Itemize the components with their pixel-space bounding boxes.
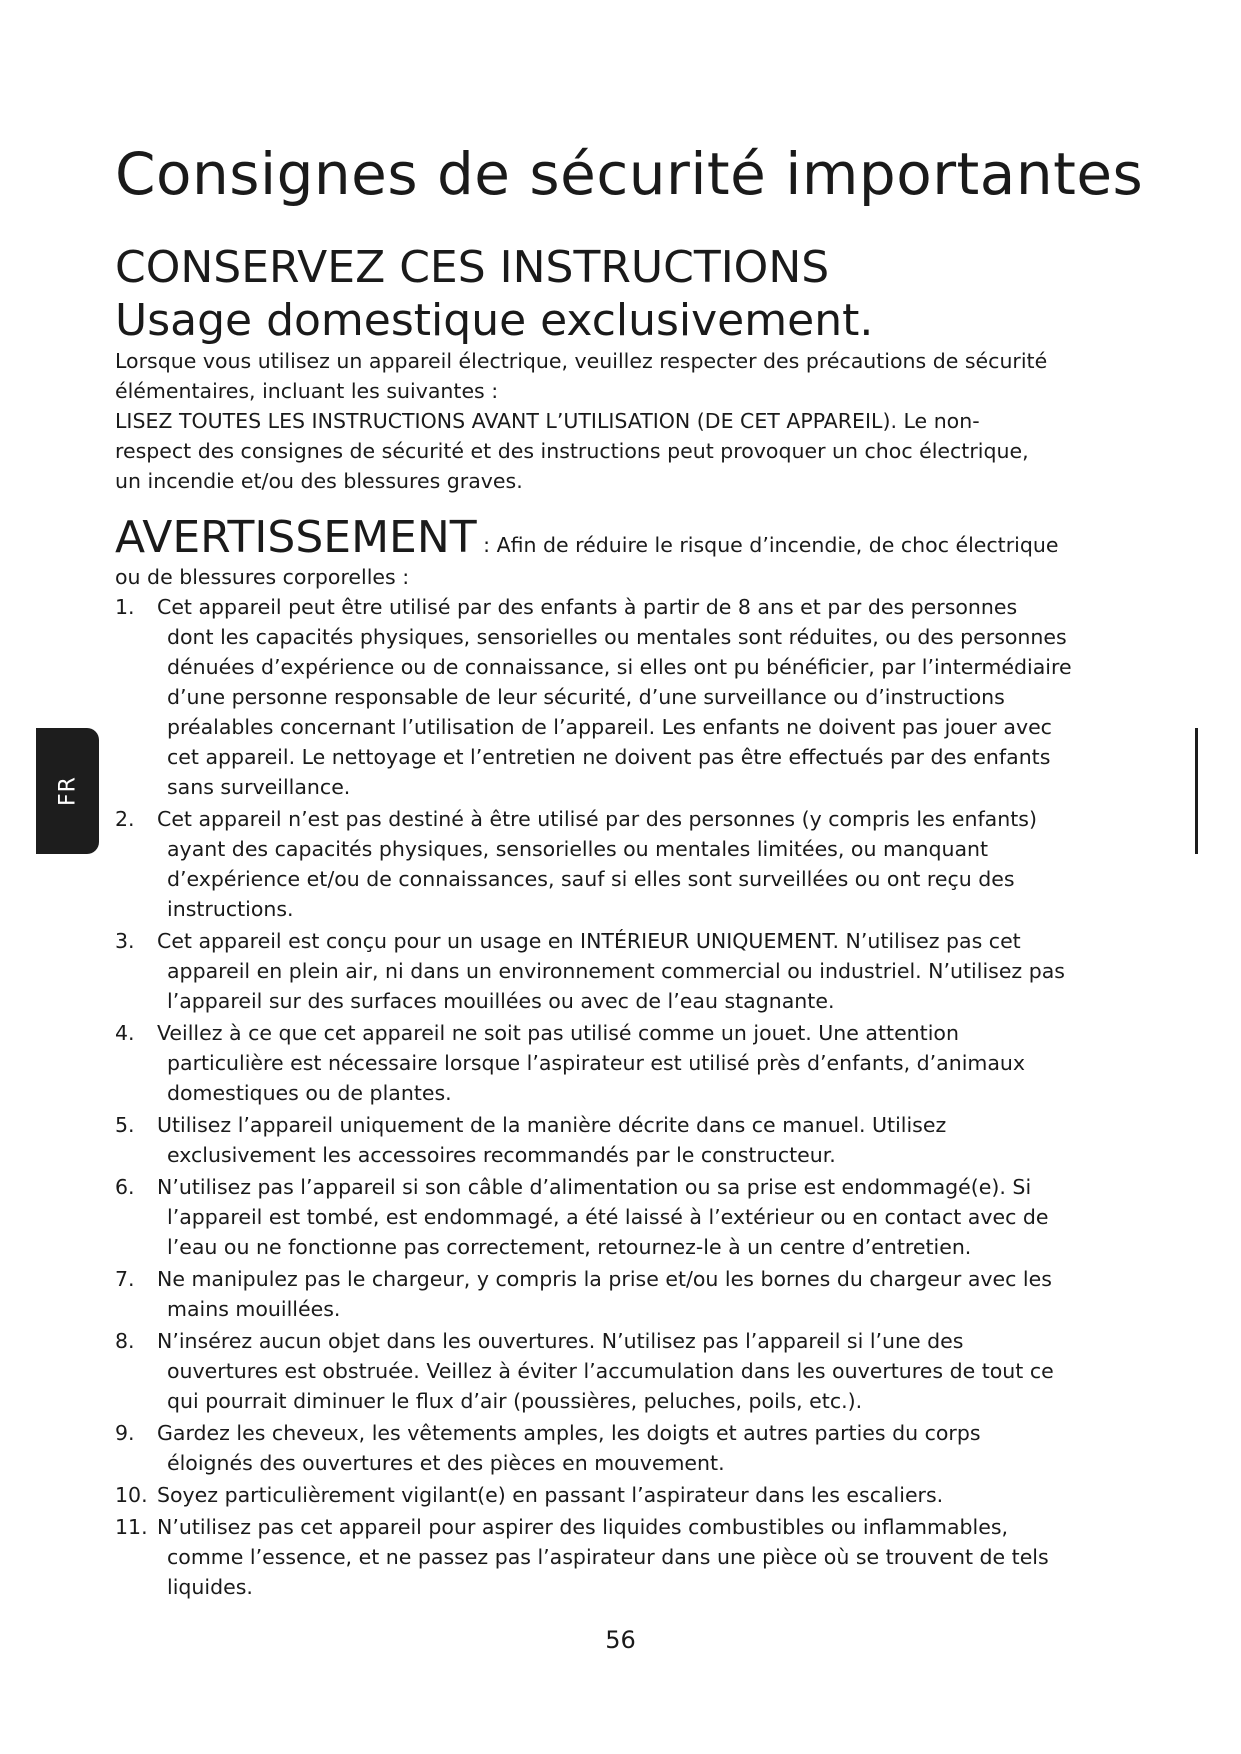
item-line: dénuées d’expérience ou de connaissance, si elles ont pu bénéficier, par l’intermédiaire [167, 655, 1072, 679]
item-line: exclusivement les accessoires recommandés par le constructeur. [167, 1143, 836, 1167]
item-number: 8. [115, 1329, 135, 1353]
warning-paragraph [115, 514, 1135, 592]
item-number: 5. [115, 1113, 135, 1137]
item-line: ouvertures est obstruée. Veillez à éviter l’accumulation dans les ouvertures de tout ce [167, 1359, 1054, 1383]
item-line: Utilisez l’appareil uniquement de la manière décrite dans ce manuel. Utilisez [157, 1113, 947, 1137]
list-item [115, 592, 1145, 802]
item-line: l’appareil est tombé, est endommagé, a été laissé à l’extérieur ou en contact avec de [167, 1205, 1049, 1229]
item-text [157, 1480, 1145, 1510]
list-item [115, 1110, 1145, 1170]
item-line: l’eau ou ne fonctionne pas correctement, retournez-le à un centre d’entretien. [167, 1235, 972, 1259]
item-line: éloignés des ouvertures et des pièces en mouvement. [167, 1451, 725, 1475]
item-line: comme l’essence, et ne passez pas l’aspirateur dans une pièce où se trouvent de tels [167, 1545, 1049, 1569]
item-text [157, 1110, 1145, 1170]
item-line: Gardez les cheveux, les vêtements amples, les doigts et autres parties du corps [157, 1421, 981, 1445]
safety-list [115, 592, 1145, 1602]
list-item [115, 1512, 1145, 1602]
language-tab-label: FR [55, 776, 80, 806]
item-text [157, 1512, 1145, 1602]
item-line: ayant des capacités physiques, sensorielles ou mentales limitées, ou manquant [167, 837, 989, 861]
list-item [115, 1264, 1145, 1324]
item-number: 2. [115, 807, 135, 831]
item-text [157, 592, 1145, 802]
item-number: 1. [115, 595, 135, 619]
item-line: d’une personne responsable de leur sécurité, d’une surveillance ou d’instructions [167, 685, 1005, 709]
item-text [157, 804, 1145, 924]
warning-heading: AVERTISSEMENT [115, 512, 477, 563]
item-line: Soyez particulièrement vigilant(e) en passant l’aspirateur dans les escaliers. [157, 1483, 944, 1507]
item-line: préalables concernant l’utilisation de l’appareil. Les enfants ne doivent pas jouer avec [167, 715, 1052, 739]
section-heading: CONSERVEZ CES INSTRUCTIONS [115, 242, 830, 293]
item-line: Cet appareil peut être utilisé par des enfants à partir de 8 ans et par des personnes [157, 595, 1018, 619]
item-text [157, 926, 1145, 1016]
item-line: dont les capacités physiques, sensorielles ou mentales sont réduites, ou des personnes [167, 625, 1067, 649]
item-line: Cet appareil est conçu pour un usage en INTÉRIEUR UNIQUEMENT. N’utilisez pas cet [157, 929, 1021, 953]
item-line: mains mouillées. [167, 1297, 341, 1321]
intro-line: élémentaires, incluant les suivantes : [115, 379, 499, 403]
item-line: domestiques ou de plantes. [167, 1081, 452, 1105]
list-item [115, 1018, 1145, 1108]
list-item [115, 1326, 1145, 1416]
item-line: liquides. [167, 1575, 253, 1599]
item-text [157, 1264, 1145, 1324]
intro-line: un incendie et/ou des blessures graves. [115, 469, 523, 493]
item-number: 6. [115, 1175, 135, 1199]
item-number: 4. [115, 1021, 135, 1045]
page-number: 56 [605, 1626, 636, 1654]
item-line: N’utilisez pas cet appareil pour aspirer des liquides combustibles ou inflammables, [157, 1515, 1009, 1539]
item-line: particulière est nécessaire lorsque l’aspirateur est utilisé près d’enfants, d’animaux [167, 1051, 1026, 1075]
list-item [115, 1418, 1145, 1478]
item-line: N’insérez aucun objet dans les ouvertures. N’utilisez pas l’appareil si l’une des [157, 1329, 964, 1353]
item-line: cet appareil. Le nettoyage et l’entretien ne doivent pas être effectués par des enfants [167, 745, 1051, 769]
item-line: qui pourrait diminuer le flux d’air (poussières, peluches, poils, etc.). [167, 1389, 863, 1413]
item-text [157, 1018, 1145, 1108]
section-subheading: Usage domestique exclusivement. [115, 295, 874, 346]
intro-line: LISEZ TOUTES LES INSTRUCTIONS AVANT L’UTILISATION (DE CET APPAREIL). Le non- [115, 409, 980, 433]
item-line: Cet appareil n’est pas destiné à être utilisé par des personnes (y compris les enfants) [157, 807, 1037, 831]
item-text [157, 1418, 1145, 1478]
item-line: instructions. [167, 897, 294, 921]
item-number: 9. [115, 1421, 135, 1445]
item-line: Ne manipulez pas le chargeur, y compris la prise et/ou les bornes du chargeur avec les [157, 1267, 1052, 1291]
margin-rule [1195, 728, 1198, 854]
item-line: d’expérience et/ou de connaissances, sauf si elles sont surveillées ou ont reçu des [167, 867, 1015, 891]
item-number: 10. [115, 1483, 148, 1507]
item-text [157, 1172, 1145, 1262]
list-item [115, 926, 1145, 1016]
item-line: sans surveillance. [167, 775, 351, 799]
intro-line: Lorsque vous utilisez un appareil électrique, veuillez respecter des précautions de sécurité [115, 349, 1048, 373]
item-line: appareil en plein air, ni dans un environnement commercial ou industriel. N’utilisez pas [167, 959, 1065, 983]
item-line: N’utilisez pas l’appareil si son câble d’alimentation ou sa prise est endommagé(e). Si [157, 1175, 1032, 1199]
item-number: 11. [115, 1515, 148, 1539]
intro-line: respect des consignes de sécurité et des instructions peut provoquer un choc électrique, [115, 439, 1029, 463]
list-item [115, 1172, 1145, 1262]
item-number: 7. [115, 1267, 135, 1291]
item-line: Veillez à ce que cet appareil ne soit pas utilisé comme un jouet. Une attention [157, 1021, 959, 1045]
page-title: Consignes de sécurité importantes [115, 140, 1144, 208]
item-number: 3. [115, 929, 135, 953]
warning-lead-continued: ou de blessures corporelles : [115, 565, 410, 589]
language-tab [36, 728, 99, 854]
list-item [115, 1480, 1145, 1510]
item-line: l’appareil sur des surfaces mouillées ou avec de l’eau stagnante. [167, 989, 835, 1013]
warning-lead: : Afin de réduire le risque d’incendie, de choc électrique [476, 533, 1059, 557]
item-text [157, 1326, 1145, 1416]
intro-paragraph [115, 346, 1135, 496]
list-item [115, 804, 1145, 924]
